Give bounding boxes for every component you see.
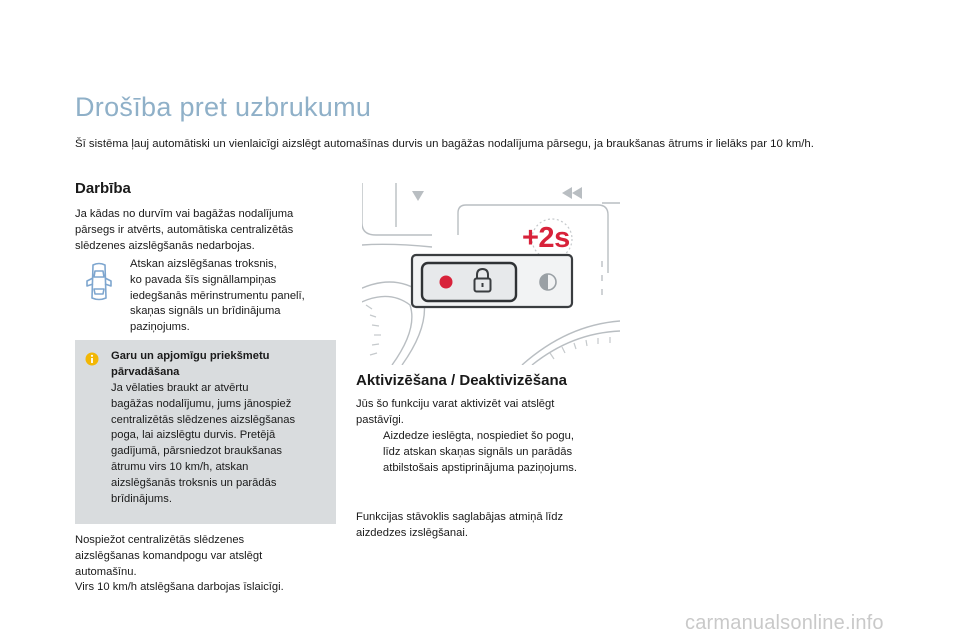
operation-paragraph-1 — [75, 207, 345, 254]
dashboard-illustration — [362, 183, 620, 365]
operation-paragraph-2 — [130, 257, 340, 336]
page-title: Drošība pret uzbrukumu — [75, 92, 372, 122]
central-locking-button — [422, 263, 516, 301]
info-title — [111, 349, 329, 381]
intro-text: Šī sistēma ļauj automātiski un vienlaicīgi aizslēgt automašīnas durvis un bagāžas nodalījuma pārsegu, ja braukšanas ātrums ir lielāks par 10 km/h. — [75, 138, 814, 150]
text-line: iedegšanās mērinstrumentu panelī, — [130, 289, 305, 302]
text-line: automašīnu. — [75, 565, 137, 578]
text-line: bagāžas nodalījumu, jums jānospiež — [111, 397, 292, 410]
text-line: slēdzenes aizslēgšanās nedarbojas. — [75, 239, 255, 252]
text-line: Jūs šo funkciju varat aktivizēt vai atslēgt — [356, 398, 555, 410]
text-line: poga, lai aizslēgtu durvis. Pretējā — [111, 429, 276, 442]
section-heading-activation: Aktivizēšana / Deaktivizēšana — [356, 372, 567, 389]
watermark: carmanualsonline.info — [685, 612, 884, 634]
car-doors-open-icon — [84, 261, 114, 303]
text-line: ko pavada šīs signāllampiņas — [130, 273, 277, 286]
arrow-down-icon — [412, 191, 424, 201]
text-line: atbilstošais apstiprinājuma paziņojums. — [383, 461, 578, 474]
section-heading-operation: Darbība — [75, 180, 131, 197]
text-line: aizslēgšanas komandpogu var atslēgt — [75, 549, 263, 562]
text-line: Funkcijas stāvoklis saglabājas atmiņā līdz — [356, 511, 564, 523]
text-line: līdz atskan skaņas signāls un parādās — [383, 445, 573, 458]
text-line: Aizdedze ieslēgta, nospiediet šo pogu, — [383, 430, 574, 442]
text-line: brīdinājums. — [111, 492, 172, 505]
text-line: Garu un apjomīgu priekšmetu — [111, 350, 270, 362]
text-line: aizslēgšanās troksnis un parādās — [111, 476, 277, 489]
info-icon — [85, 352, 99, 366]
text-line: pastāvīgi. — [356, 413, 404, 426]
text-line: Virs 10 km/h atslēgšana darbojas īslaicīgi. — [75, 581, 284, 594]
text-line: paziņojums. — [130, 321, 190, 334]
bullet-text — [383, 429, 628, 476]
operation-paragraph-3 — [75, 533, 345, 596]
info-body — [111, 381, 329, 507]
activation-paragraph-1 — [356, 397, 626, 429]
dashboard-drawing — [362, 183, 620, 365]
text-line: centralizētās slēdzenes aizslēgšanas — [111, 413, 296, 426]
info-box — [75, 340, 336, 524]
text-line: Atskan aizslēgšanas troksnis, — [130, 258, 277, 270]
activation-paragraph-2 — [356, 510, 626, 542]
text-line: Nospiežot centralizētās slēdzenes — [75, 534, 245, 546]
text-line: Ja kādas no durvīm vai bagāžas nodalījuma — [75, 208, 294, 220]
text-line: Ja vēlaties braukt ar atvērtu — [111, 382, 249, 394]
text-line: pārsegs ir atvērts, automātiska centralizētās — [75, 223, 294, 236]
text-line: aizdedzes izslēgšanai. — [356, 526, 468, 539]
text-line: skaņas signāls un brīdinājuma — [130, 305, 281, 318]
text-line: ātrumu virs 10 km/h, atskan — [111, 460, 249, 473]
rewind-icon — [562, 187, 582, 199]
text-line: gadījumā, pārsniedzot braukšanas — [111, 445, 283, 458]
plus-2s-label: +2s — [522, 222, 570, 254]
text-line: pārvadāšana — [111, 365, 180, 378]
